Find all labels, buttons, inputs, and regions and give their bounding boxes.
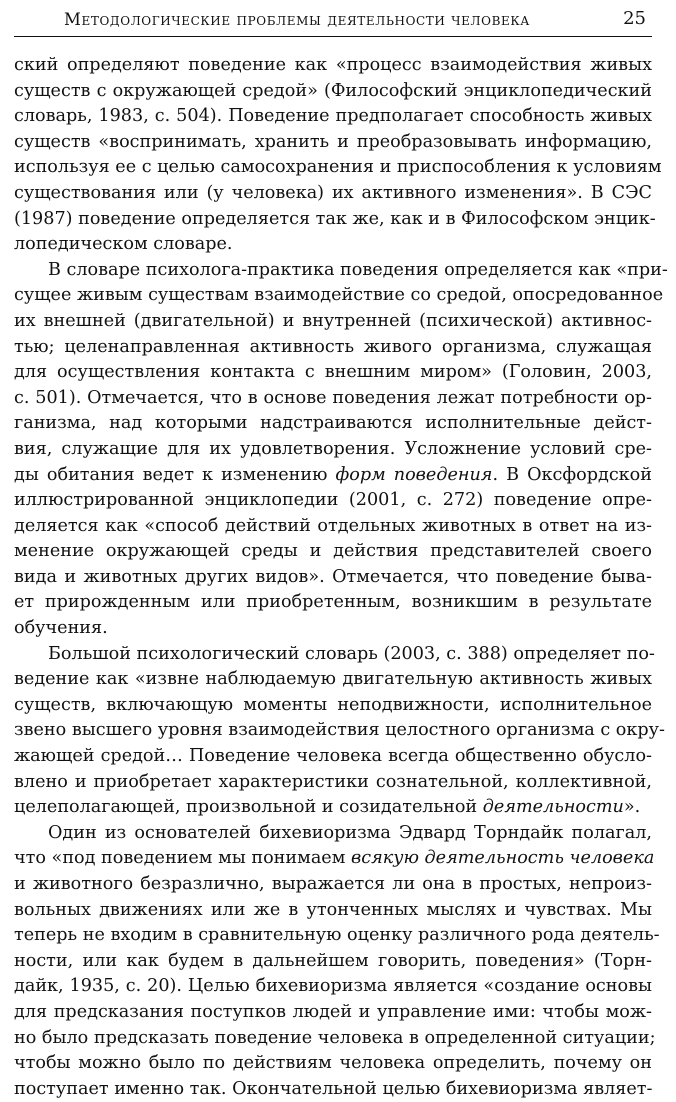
text-run: их внешней (двигательной) и внутренней (психической) активнос- — [14, 310, 652, 331]
text-line — [14, 667, 652, 693]
text-line — [14, 1026, 656, 1052]
text-line — [14, 360, 652, 386]
text-run: иллюстрированной энциклопедии (2001, с. 272) поведение опре- — [14, 490, 652, 511]
text-line — [14, 437, 652, 463]
text-line — [14, 335, 652, 361]
text-run: и животного безразлично, выражается ли она в простых, непроиз- — [14, 874, 652, 894]
text-run: деляется как «способ действий отдельных животных в ответ на из- — [14, 515, 652, 536]
running-title: Методологические проблемы деятельности человека — [64, 10, 530, 29]
text-line — [14, 795, 652, 821]
emphasis-text: всякую деятельность человека — [351, 848, 655, 869]
text-line — [14, 846, 655, 872]
text-line — [14, 232, 652, 258]
text-line — [14, 974, 652, 1000]
text-run: менение окружающей среды и действия представителей своего — [14, 541, 652, 562]
text-run: с. 501). Отмечается, что в основе поведения лежат потребности ор- — [14, 387, 652, 408]
text-line — [14, 1000, 652, 1026]
text-run: существ, включающую моменты неподвижности, исполнительное — [14, 694, 652, 715]
emphasis-text: деятельности — [482, 797, 624, 818]
text-run: тью; целенаправленная активность живого организма, служащая — [14, 336, 652, 357]
text-line — [14, 488, 652, 514]
text-line — [14, 923, 660, 949]
text-run: вия, служащие для их удовлетворения. Усложнение условий сре- — [14, 438, 652, 459]
text-run: обучения. — [14, 618, 108, 639]
text-run: дайк, 1935, с. 20). Целью бихевиоризма является «создание основы — [14, 976, 652, 997]
text-run: но было предсказать поведение человека в определенной ситуации; — [14, 1027, 656, 1048]
text-run: ский определяют поведение как «процесс взаимодействия живых — [14, 55, 652, 75]
text-run: В словаре психолога-практика поведения определяется как «при- — [48, 259, 668, 280]
text-run: ». — [623, 797, 641, 818]
page-number: 25 — [623, 8, 646, 29]
text-run: сущее живым существам взаимодействие со средой, опосредованное — [14, 285, 664, 306]
text-run: для предсказания поступков людей и управление ими: чтобы мож- — [14, 1001, 652, 1022]
text-line — [14, 181, 652, 207]
text-run: Большой психологический словарь (2003, с. 388) определяет по- — [48, 643, 655, 664]
text-line — [14, 744, 652, 770]
text-run: вида и животных других видов». Отмечается, что поведение быва- — [14, 566, 652, 587]
text-line — [14, 565, 652, 591]
text-line — [14, 949, 652, 975]
text-line — [14, 872, 652, 898]
text-line — [14, 411, 652, 437]
page-body — [14, 53, 668, 1102]
text-line — [14, 693, 652, 719]
text-run: лопедическом словаре. — [14, 234, 233, 255]
text-run: Один из основателей бихевиоризма Эдвард Торндайк полагал, — [48, 822, 652, 843]
text-run: что «под поведением мы понимаем — [14, 848, 351, 869]
text-line — [14, 1077, 652, 1102]
text-line — [14, 463, 652, 489]
text-line — [14, 770, 652, 796]
text-line — [14, 79, 652, 105]
paragraph — [14, 642, 665, 821]
text-run: используя ее с целью самосохранения и приспособления к условиям — [14, 157, 662, 178]
text-run: . В Оксфордской — [492, 464, 653, 485]
text-line — [14, 207, 656, 233]
text-run: жающей средой… Поведение человека всегда общественно обусло- — [14, 746, 652, 767]
text-run: ности, или как будем в дальнейшем говорить, поведения» (Торн- — [14, 950, 652, 971]
text-line — [14, 539, 652, 565]
text-run: теперь не входим в сравнительную оценку различного рода деятель- — [14, 925, 660, 946]
text-run: (1987) поведение определяется так же, как и в Философском энцик- — [14, 208, 656, 229]
text-run: существования или (у человека) их активного изменения». В СЭС — [14, 182, 652, 203]
paragraph — [14, 53, 662, 258]
text-line — [14, 642, 655, 668]
text-line — [14, 104, 652, 130]
text-run: для осуществления контакта с внешним миром» (Головин, 2003, — [14, 362, 652, 383]
text-run: существ «воспринимать, хранить и преобразовывать информацию, — [14, 131, 652, 152]
text-line — [14, 258, 668, 284]
text-run: ганизма, над которыми надстраиваются исполнительные дейст- — [14, 413, 652, 434]
text-line — [14, 590, 652, 616]
emphasis-text: форм поведения — [335, 464, 493, 485]
paragraph — [14, 258, 668, 642]
text-line — [14, 283, 664, 309]
text-run: ды обитания ведет к изменению — [14, 464, 336, 485]
text-line — [14, 309, 652, 335]
text-run: словарь, 1983, с. 504). Поведение предполагает способность живых — [14, 106, 652, 127]
text-line — [14, 514, 652, 540]
text-run: ведение как «извне наблюдаемую двигательную активность живых — [14, 669, 652, 690]
text-line — [14, 386, 652, 412]
text-run: звено высшего уровня взаимодействия целостного организма с окру- — [14, 720, 665, 741]
text-run: поступает именно так. Окончательной целью бихевиоризма являет- — [14, 1078, 653, 1099]
text-run: влено и приобретает характеристики сознательной, коллективной, — [14, 771, 652, 792]
text-line — [14, 53, 652, 79]
text-run: ет прирожденным или приобретенным, возникшим в результате — [14, 592, 652, 613]
text-line — [14, 155, 662, 181]
paragraph — [14, 821, 660, 1102]
page-header — [14, 6, 652, 37]
text-run: целеполагающей, произвольной и созидательной — [14, 797, 483, 818]
text-line — [14, 898, 652, 924]
text-line — [14, 616, 652, 642]
text-line — [14, 130, 652, 156]
text-line — [14, 821, 652, 847]
text-line — [14, 718, 665, 744]
text-run: существ с окружающей средой» (Философский энциклопедический — [14, 80, 652, 101]
text-run: чтобы можно было по действиям человека определить, почему он — [14, 1053, 652, 1074]
text-run: вольных движениях или же в утонченных мыслях и чувствах. Мы — [14, 899, 652, 920]
text-line — [14, 1051, 652, 1077]
